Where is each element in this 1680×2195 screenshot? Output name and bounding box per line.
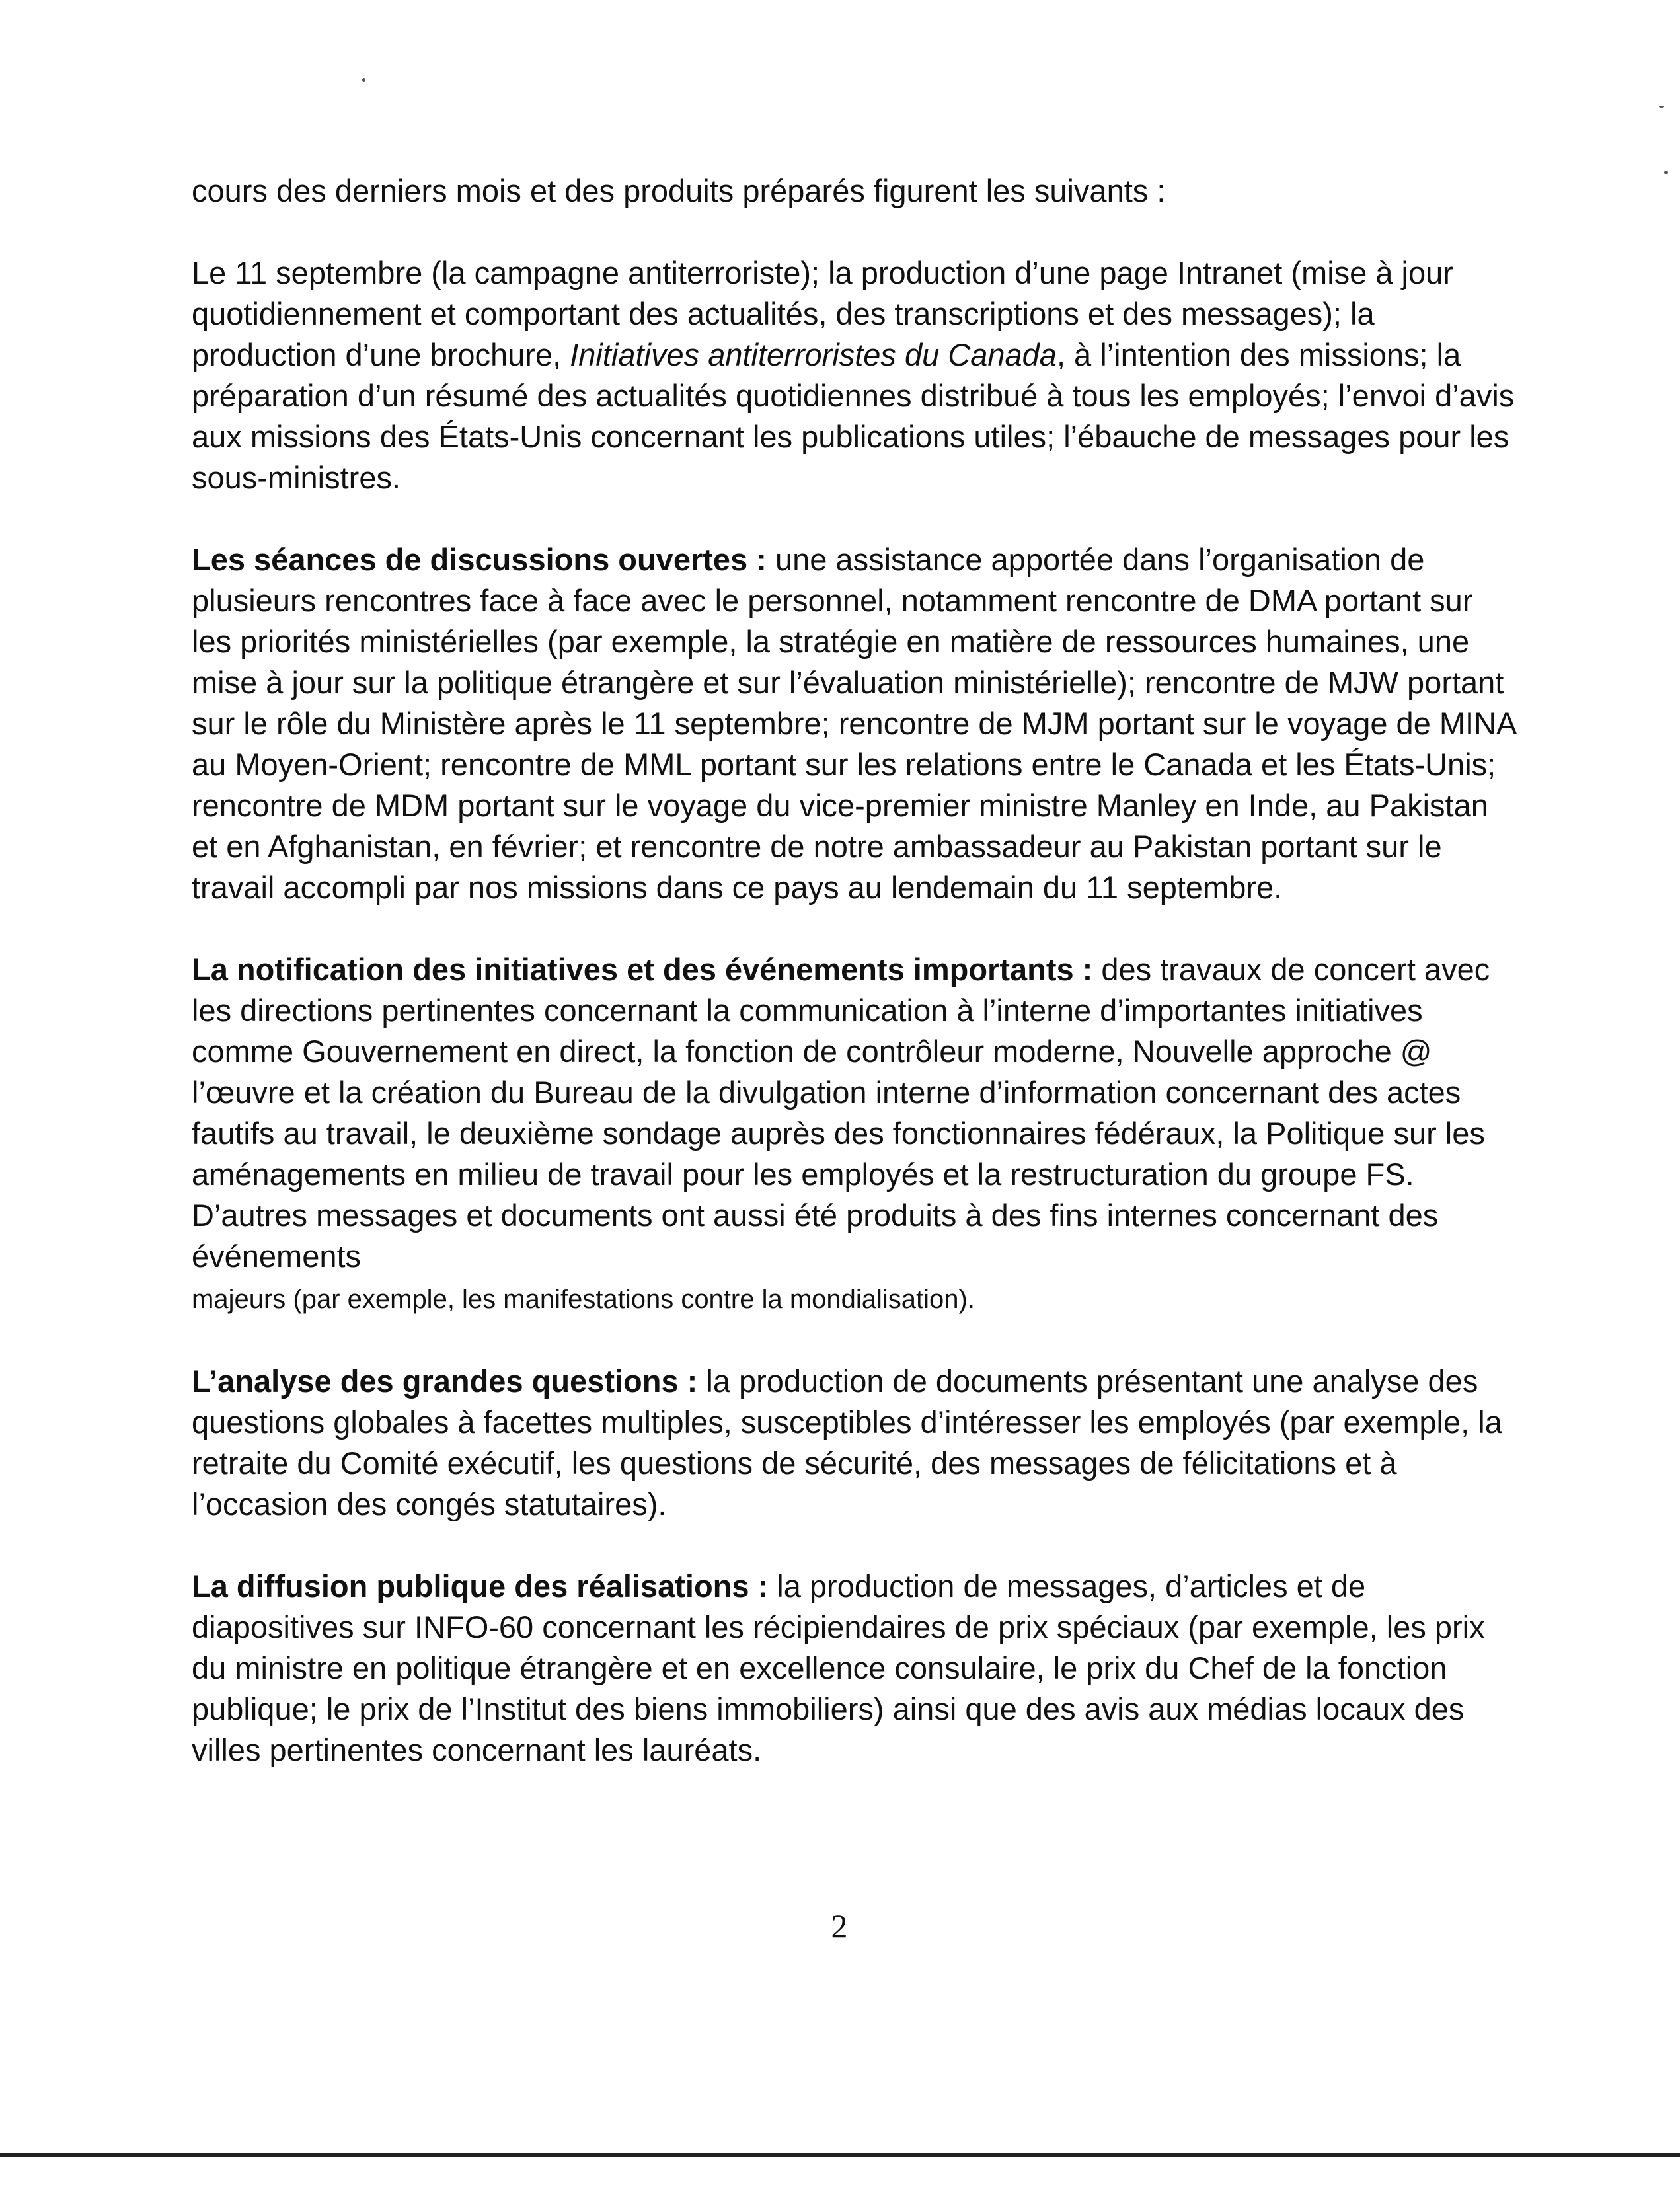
scan-speck: [1659, 106, 1664, 108]
paragraph-lead: Les séances de discussions ouvertes :: [192, 542, 767, 577]
scan-speck: [1664, 171, 1668, 174]
paragraph-lead: La notification des initiatives et des événements importants :: [192, 952, 1093, 987]
paragraph-analysis: [192, 1361, 1520, 1525]
paragraph-public-recognition: [192, 1566, 1520, 1771]
paragraph-lead: La diffusion publique des réalisations :: [192, 1568, 769, 1603]
paragraph-text: la production de documents présentant une analyse des questions globales à facettes multiples, susceptibles d’intéresser les employés (par exemple, la retraite du Comité exécutif, les questions de sécurité, des messages de félicitations et à l’occasion des congés statutaires).: [192, 1364, 1502, 1521]
brochure-title: Initiatives antiterroristes du Canada: [570, 337, 1057, 372]
paragraph-notification: [192, 949, 1520, 1320]
paragraph-text: Le 11 septembre (la campagne antiterroriste); la production d’une page Intranet (mise à jour quotidiennement et comportant des actualités, des transcriptions et des messages); la production d’une brochure,: [192, 255, 1453, 372]
paragraph-september-11: [192, 252, 1520, 498]
paragraph-open-discussions: [192, 539, 1520, 908]
bottom-rule: [0, 2153, 1680, 2157]
paragraph-text: une assistance apportée dans l’organisation de plusieurs rencontres face à face avec le personnel, notamment rencontre de DMA portant sur les priorités ministérielles (par exemple, la stratégie en matière de ressources humaines, une mise à jour sur la politique étrangère et sur l’évaluation ministérielle); rencontre de MJW portant sur le rôle du Ministère après le 11 septembre; rencontre de MJM portant sur le voyage de MINA au Moyen-Orient; rencontre de MML portant sur les relations entre le Canada et les États-Unis; rencontre de MDM portant sur le voyage du vice-premier ministre Manley en Inde, au Pakistan et en Afghanistan, en février; et rencontre de notre ambassadeur au Pakistan portant sur le travail accompli par nos missions dans ce pays au lendemain du 11 septembre.: [192, 542, 1515, 905]
page-number: 2: [831, 1907, 848, 1945]
paragraph-text: , à l’intention des missions; la préparation d’un résumé des actualités quotidiennes distribué à tous les employés; l’envoi d’avis aux missions des États-Unis concernant les publications utiles; l’ébauche de messages pour les sous-ministres.: [192, 337, 1515, 495]
paragraph-tail: majeurs (par exemple, les manifestations contre la mondialisation).: [192, 1285, 975, 1314]
paragraph-text: la production de messages, d’articles et de diapositives sur INFO-60 concernant les récipiendaires de prix spéciaux (par exemple, les prix du ministre en politique étrangère et en excellence consulaire, le prix du Chef de la fonction publique; le prix de l’Institut des biens immobiliers) ainsi que des avis aux médias locaux des villes pertinentes concernant les lauréats.: [192, 1568, 1485, 1767]
intro-text: cours des derniers mois et des produits préparés figurent les suivants :: [192, 173, 1166, 208]
paragraph-lead: L’analyse des grandes questions :: [192, 1364, 698, 1399]
paragraph-text: des travaux de concert avec les directions pertinentes concernant la communication à l’interne d’importantes initiatives comme Gouvernement en direct, la fonction de contrôleur moderne, Nouvelle approche @ l’œuvre et la création du Bureau de la divulgation interne d’information concernant des actes fautifs au travail, le deuxième sondage auprès des fonctionnaires fédéraux, la Politique sur les aménagements en milieu de travail pour les employés et la restructuration du groupe FS. D’autres messages et documents ont aussi été produits à des fins internes concernant des événements: [192, 952, 1490, 1274]
intro-line: [192, 171, 1520, 212]
scan-speck: [362, 78, 365, 82]
document-body: [192, 171, 1520, 1812]
